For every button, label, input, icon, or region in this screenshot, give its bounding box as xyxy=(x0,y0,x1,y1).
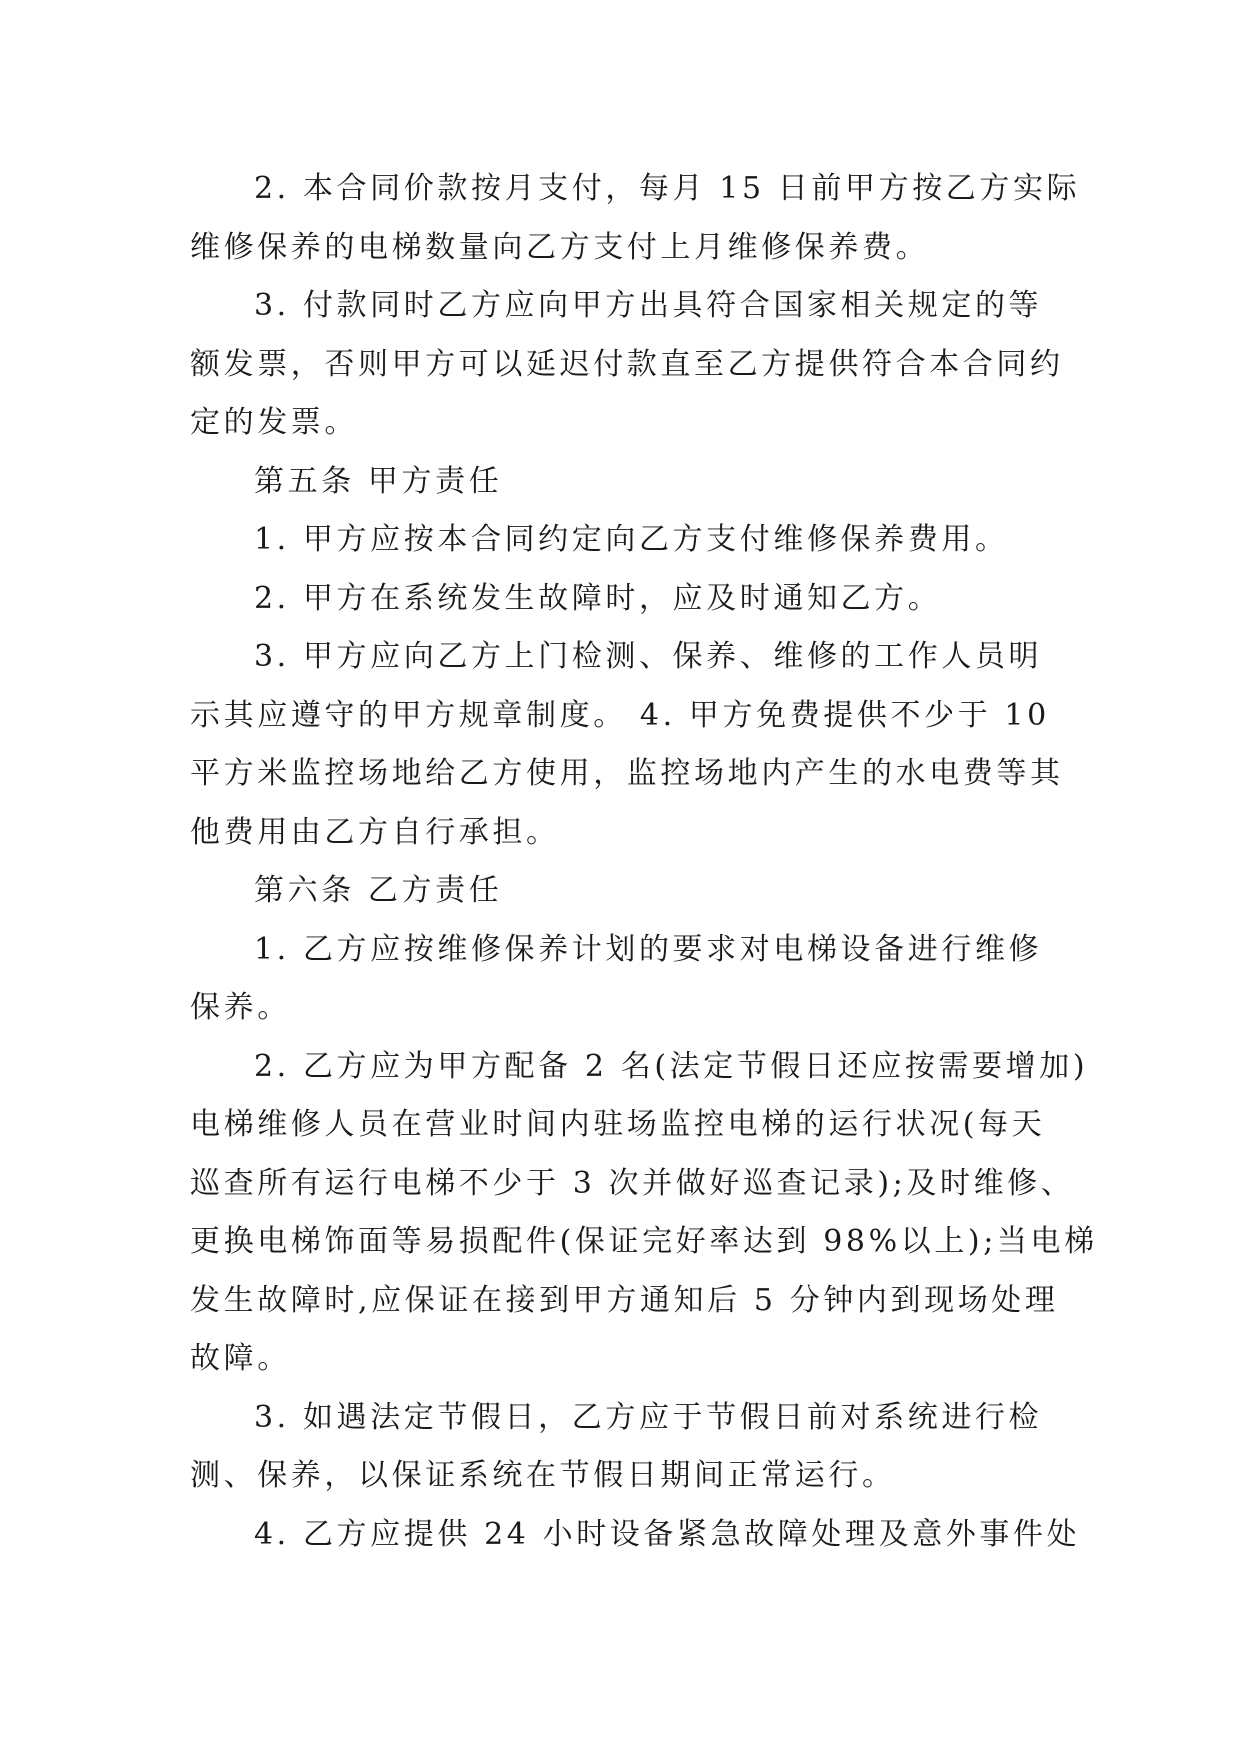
text-line: 更换电梯饰面等易损配件(保证完好率达到 98%以上);当电梯 xyxy=(190,1224,1098,1259)
text-line: 第五条 甲方责任 xyxy=(254,463,503,499)
text-line: 定的发票。 xyxy=(190,405,358,440)
text-line: 额发票，否则甲方可以延迟付款直至乙方提供符合本合同约 xyxy=(190,346,1064,382)
text-line: 第六条 乙方责任 xyxy=(254,873,503,908)
text-line: 示其应遵守的甲方规章制度。 4. 甲方免费提供不少于 10 xyxy=(190,697,1050,733)
text-line: 3. 付款同时乙方应向甲方出具符合国家相关规定的等 xyxy=(254,288,1043,323)
text-line: 电梯维修人员在营业时间内驻场监控电梯的运行状况(每天 xyxy=(190,1107,1046,1142)
text-line: 巡查所有运行电梯不少于 3 次并做好巡查记录);及时维修、 xyxy=(190,1165,1075,1201)
text-line: 故障。 xyxy=(190,1341,291,1376)
text-line: 2. 乙方应为甲方配备 2 名(法定节假日还应按需要增加) xyxy=(254,1048,1089,1084)
text-line: 维修保养的电梯数量向乙方支付上月维修保养费。 xyxy=(190,229,930,265)
text-line: 2. 甲方在系统发生故障时，应及时通知乙方。 xyxy=(254,580,942,616)
document-body xyxy=(190,160,1098,1564)
text-line: 3. 如遇法定节假日，乙方应于节假日前对系统进行检 xyxy=(254,1399,1043,1435)
text-line: 他费用由乙方自行承担。 xyxy=(190,814,560,850)
text-line: 3. 甲方应向乙方上门检测、保养、维修的工作人员明 xyxy=(254,639,1043,674)
text-line: 测、保养，以保证系统在节假日期间正常运行。 xyxy=(190,1458,896,1493)
text-line: 平方米监控场地给乙方使用，监控场地内产生的水电费等其 xyxy=(190,756,1064,791)
text-line: 2. 本合同价款按月支付，每月 15 日前甲方按乙方实际 xyxy=(254,171,1081,206)
text-line: 1. 甲方应按本合同约定向乙方支付维修保养费用。 xyxy=(254,522,1009,557)
text-line: 4. 乙方应提供 24 小时设备紧急故障处理及意外事件处 xyxy=(254,1516,1081,1552)
text-line: 保养。 xyxy=(190,990,291,1025)
text-line: 1. 乙方应按维修保养计划的要求对电梯设备进行维修 xyxy=(254,931,1043,967)
text-line: 发生故障时,应保证在接到甲方通知后 5 分钟内到现场处理 xyxy=(190,1282,1059,1318)
document-page xyxy=(190,160,1098,1564)
